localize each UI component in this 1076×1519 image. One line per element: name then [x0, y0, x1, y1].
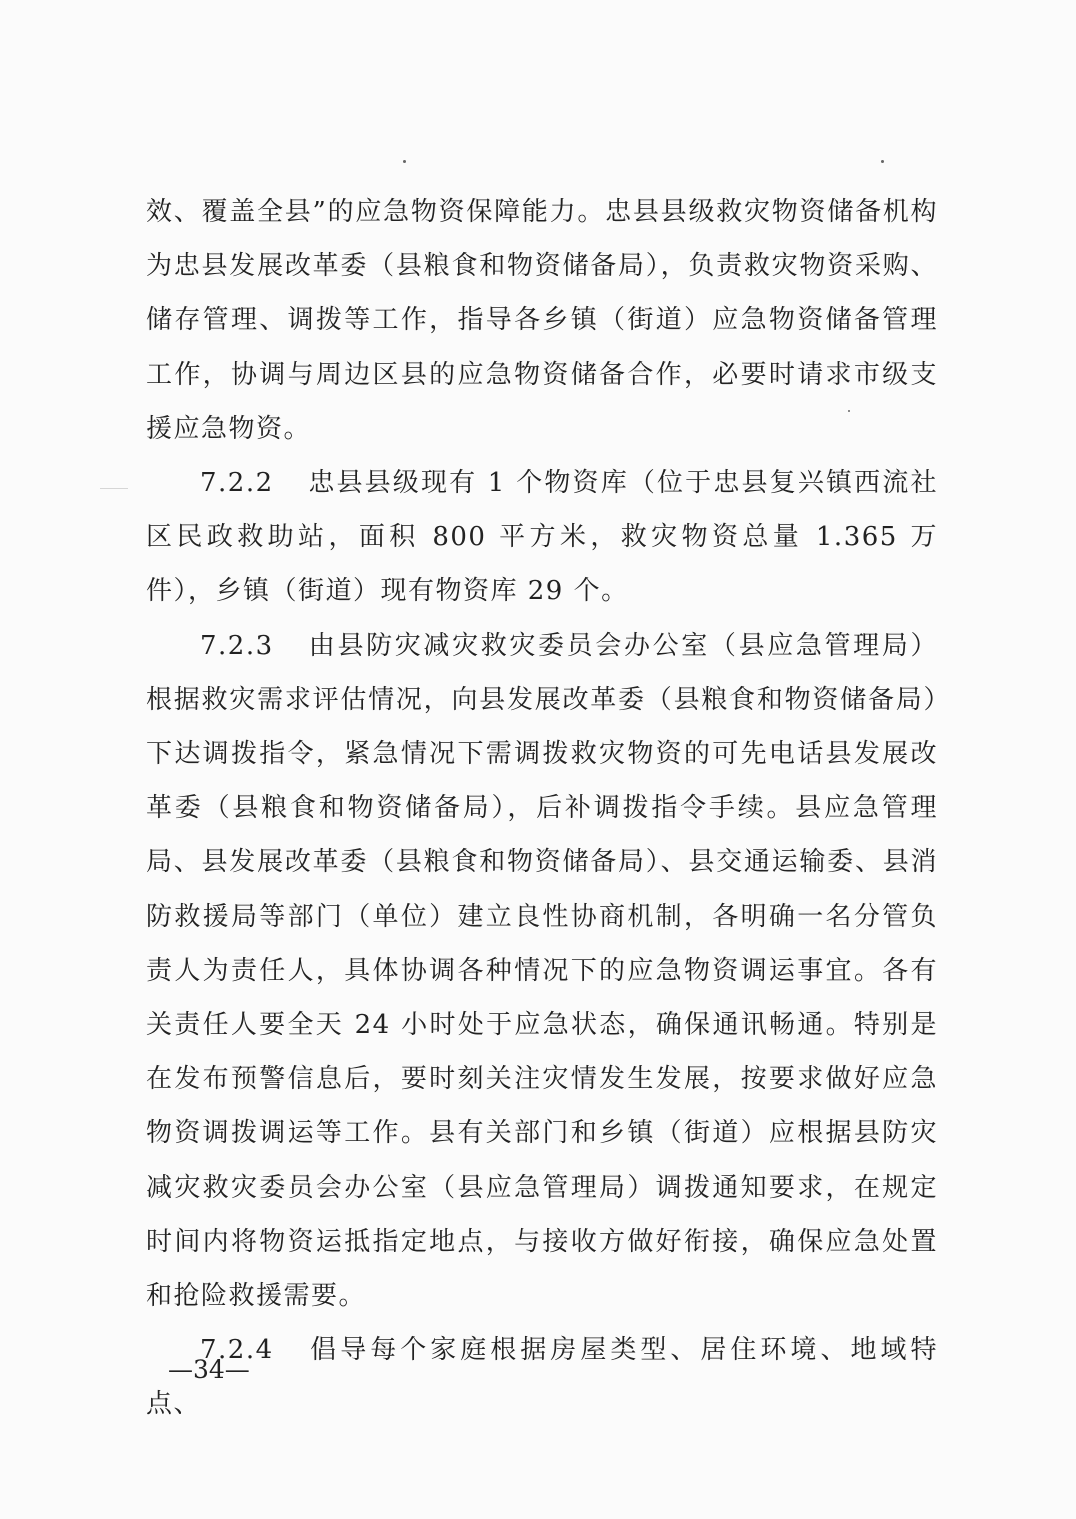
page-number: —34—	[168, 1355, 250, 1384]
paragraph-7-2-2	[146, 456, 938, 619]
paragraph-7-2-3	[146, 619, 938, 1324]
paragraph-text: 忠县县级现有 1 个物资库（位于忠县复兴镇西流社区民政救助站，面积 800 平方米，救灾物资总量 1.365 万件），乡镇（街道）现有物资库 29 个。	[146, 468, 938, 607]
paragraph-text: 效、覆盖全县”的应急物资保障能力。忠县县级救灾物资储备机构为忠县发展改革委（县粮食和物资储备局），负责救灾物资采购、储存管理、调拨等工作，指导各乡镇（街道）应急物资储备管理工作，协调与周边区县的应急物资储备合作，必要时请求市级支援应急物资。	[146, 197, 938, 444]
scan-speck	[881, 160, 884, 163]
margin-mark	[100, 488, 128, 489]
body-text	[146, 185, 938, 1432]
paragraph-text: 由县防灾减灾救灾委员会办公室（县应急管理局）根据救灾需求评估情况，向县发展改革委（县粮食和物资储备局）下达调拨指令，紧急情况下需调拨救灾物资的可先电话县发展改革委（县粮食和物资储备局），后补调拨指令手续。县应急管理局、县发展改革委（县粮食和物资储备局）、县交通运输委、县消防救援局等部门（单位）建立良性协商机制，各明确一名分管负责人为责任人，具体协调各种情况下的应急物资调运事宜。各有关责任人要全天 24 小时处于应急状态，确保通讯畅通。特别是在发布预警信息后，要时刻关注灾情发生发展，按要求做好应急物资调拨调运等工作。县有关部门和乡镇（街道）应根据县防灾减灾救灾委员会办公室（县应急管理局）调拨通知要求，在规定时间内将物资运抵指定地点，与接收方做好衔接，确保应急处置和抢险救援需要。	[146, 630, 938, 1312]
paragraph-text: 倡导每个家庭根据房屋类型、居住环境、地域特点、	[146, 1335, 938, 1420]
paragraph-continuation	[146, 185, 938, 456]
clause-number: 7.2.4	[200, 1335, 274, 1366]
paragraph-7-2-4	[146, 1323, 938, 1431]
scan-speck	[403, 160, 406, 163]
clause-number: 7.2.2	[200, 468, 274, 499]
clause-number: 7.2.3	[200, 630, 274, 661]
